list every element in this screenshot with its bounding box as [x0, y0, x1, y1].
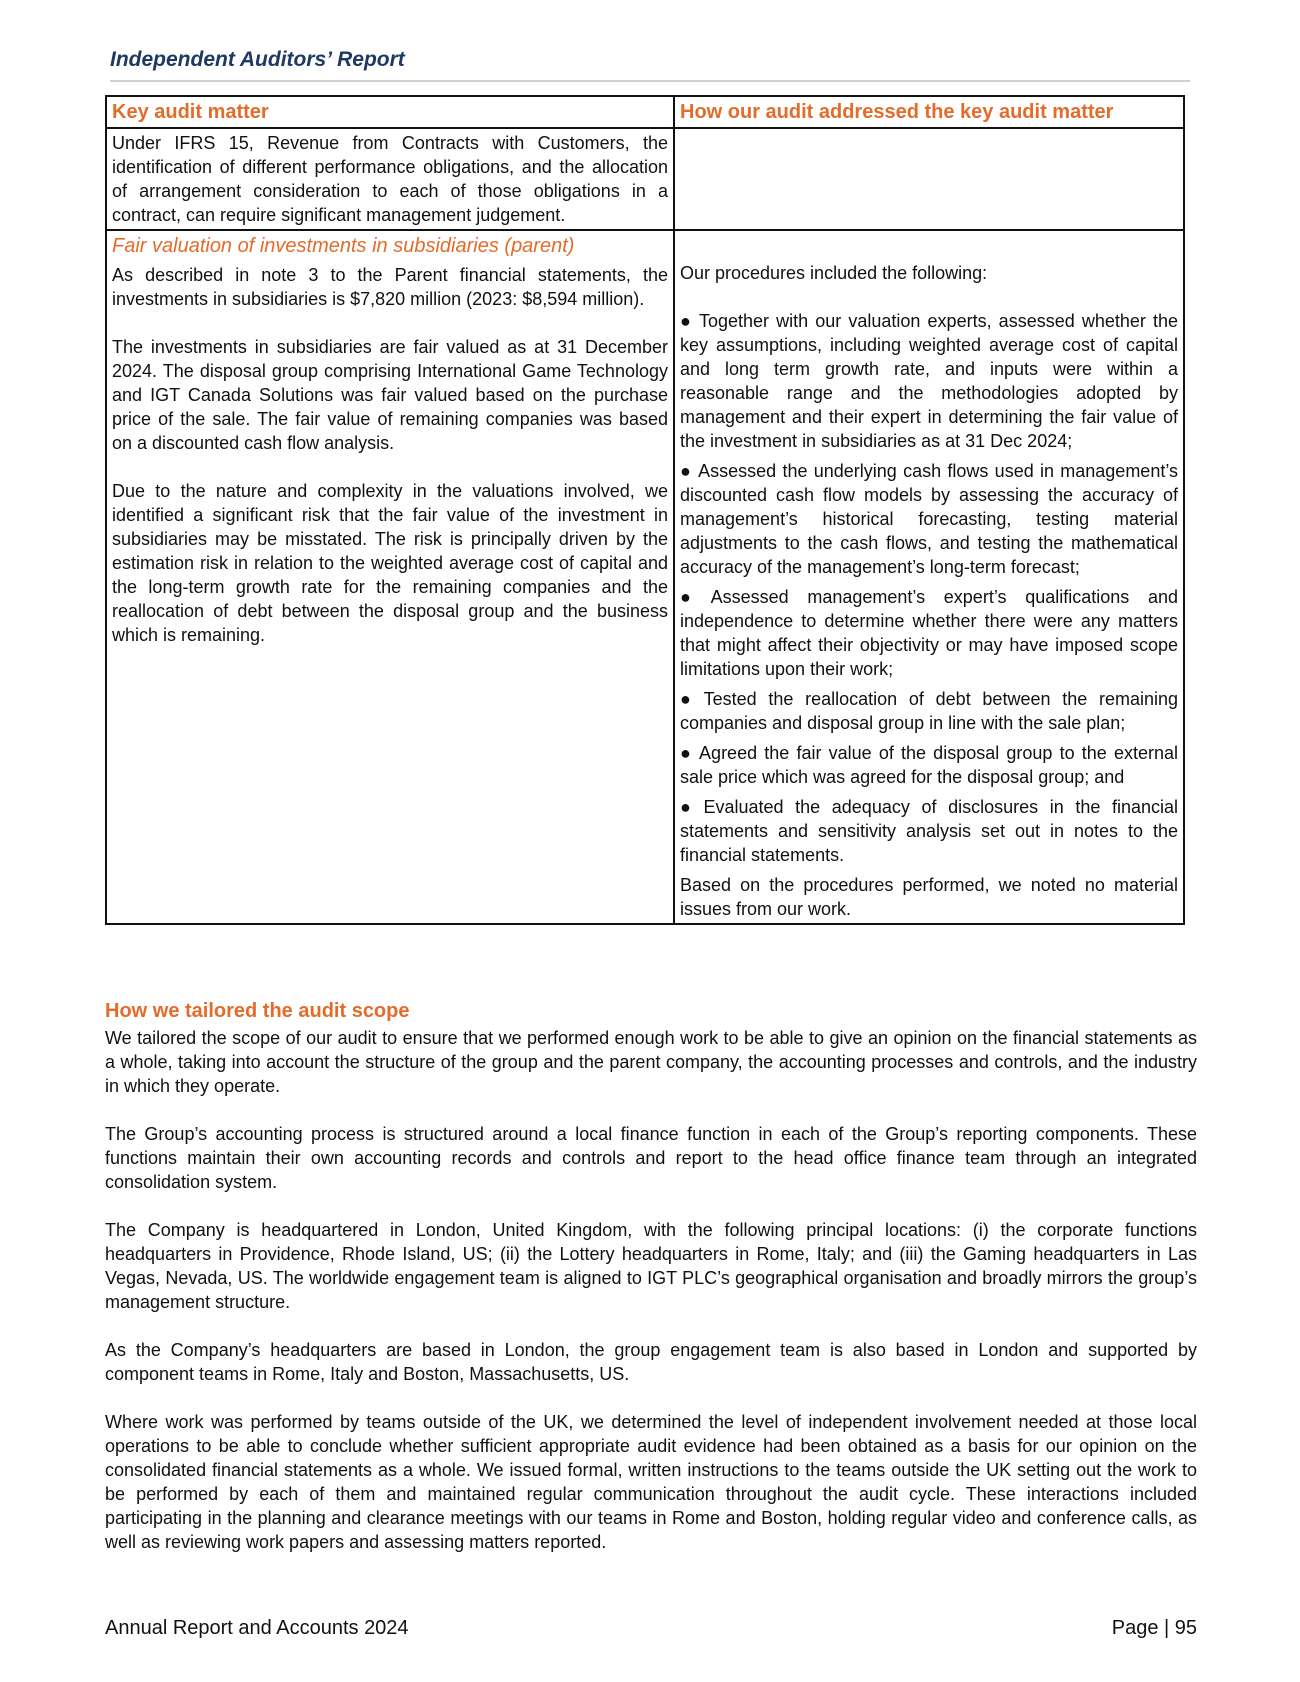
footer-page-number: Page | 95 — [1111, 1617, 1197, 1639]
table-header-row — [106, 96, 1184, 128]
procedure-bullet: ● Assessed the underlying cash flows used in management’s discounted cash flow models by assessing the accuracy of management’s historical forecasting, testing material adjustments to the cash flows, and testing the mathematical accuracy of the management’s long-term forecast; — [680, 461, 1179, 577]
procedure-bullet: ● Evaluated the adequacy of disclosures in the financial statements and sensitivity analysis set out in notes to the financial statements. — [680, 797, 1178, 865]
matter-paragraph: As described in note 3 to the Parent financial statements, the investments in subsidiaries is $7,820 million (2023: $8,594 million). — [112, 265, 668, 309]
matter-paragraph: The investments in subsidiaries are fair valued as at 31 December 2024. The disposal group comprising International Game Technology and IGT Canada Solutions was fair valued based on the purchase price of the sale. The fair value of remaining companies was based on a discounted cash flow analysis. — [112, 337, 668, 453]
bullet-icon: ● — [680, 689, 698, 709]
procedure-bullet: ● Agreed the fair value of the disposal group to the external sale price which was agreed for the disposal group; and — [680, 743, 1179, 787]
body-paragraph: The Group’s accounting process is structured around a local finance function in each of the Group’s reporting components. These functions maintain their own accounting records and controls and report to the head office finance team through an integrated consolidation system. — [105, 1124, 1197, 1192]
scope-body — [105, 1026, 1197, 1578]
valuation-matter-cell — [106, 230, 674, 924]
bullet-icon: ● — [680, 797, 698, 817]
procedures-conclusion: Based on the procedures performed, we noted no material issues from our work. — [680, 875, 1178, 919]
page-header: Independent Auditors’ Report — [110, 48, 1190, 82]
key-audit-matter-table — [105, 95, 1185, 925]
table-row — [106, 128, 1184, 230]
revenue-response-cell — [674, 128, 1184, 230]
col-header-audit-response: How our audit addressed the key audit matter — [674, 96, 1184, 128]
bullet-icon: ● — [680, 311, 693, 331]
section-title: How we tailored the audit scope — [105, 1000, 410, 1022]
revenue-matter-cell: Under IFRS 15, Revenue from Contracts with Customers, the identification of different performance obligations, and the allocation of arrangement consideration to each of those obligations in a contract, can require significant management judgement. — [106, 128, 674, 230]
matter-paragraph: Due to the nature and complexity in the valuations involved, we identified a significant risk that the fair value of the investment in subsidiaries may be misstated. The risk is principally driven by the estimation risk in relation to the weighted average cost of capital and the long-term growth rate for the remaining companies and the reallocation of debt between the disposal group and the business which is remaining. — [112, 481, 668, 645]
table-row — [106, 230, 1184, 924]
body-paragraph: As the Company’s headquarters are based in London, the group engagement team is also based in London and supported by component teams in Rome, Italy and Boston, Massachusetts, US. — [105, 1340, 1197, 1384]
bullet-icon: ● — [680, 743, 694, 763]
footer-report-title: Annual Report and Accounts 2024 — [105, 1617, 409, 1639]
procedure-bullet: ● Together with our valuation experts, assessed whether the key assumptions, including weighted average cost of capital and long term growth rate, and inputs were within a reasonable range and the methodologies adopted by management and their expert in determining the fair value of the investment in subsidiaries as at 31 Dec 2024; — [680, 311, 1179, 451]
col-header-key-audit-matter: Key audit matter — [106, 96, 674, 128]
matter-title: Fair valuation of investments in subsidiaries (parent) — [112, 235, 575, 257]
body-paragraph: We tailored the scope of our audit to ensure that we performed enough work to be able to give an opinion on the financial statements as a whole, taking into account the structure of the group and the parent company, the accounting processes and controls, and the industry in which they operate. — [105, 1028, 1197, 1096]
body-paragraph: The Company is headquartered in London, United Kingdom, with the following principal locations: (i) the corporate functions headquarters in Providence, Rhode Island, US; (ii) the Lottery headquarters in Rome, Italy; and (iii) the Gaming headquarters in Las Vegas, Nevada, US. The worldwide engagement team is aligned to IGT PLC’s geographical organisation and broadly mirrors the group’s management structure. — [105, 1220, 1197, 1312]
bullet-icon: ● — [680, 461, 693, 481]
valuation-response-cell — [674, 230, 1184, 924]
bullet-icon: ● — [680, 587, 705, 607]
body-paragraph: Where work was performed by teams outside of the UK, we determined the level of independent involvement needed at those local operations to be able to conclude whether sufficient appropriate audit evidence had been obtained as a basis for our opinion on the consolidated financial statements as a whole. We issued formal, written instructions to the teams outside the UK setting out the work to be performed by each of them and maintained regular communication throughout the audit cycle. These interactions included participating in the planning and clearance meetings with our teams in Rome and Boston, holding regular video and conference calls, as well as reviewing work papers and assessing matters reported. — [105, 1412, 1197, 1552]
procedure-bullet: ● Assessed management’s expert’s qualifications and independence to determine whether there were any matters that might affect their objectivity or may have imposed scope limitations upon their work; — [680, 587, 1179, 679]
procedure-bullet: ● Tested the reallocation of debt between the remaining companies and disposal group in line with the sale plan; — [680, 689, 1179, 733]
procedures-intro: Our procedures included the following: — [680, 263, 988, 283]
